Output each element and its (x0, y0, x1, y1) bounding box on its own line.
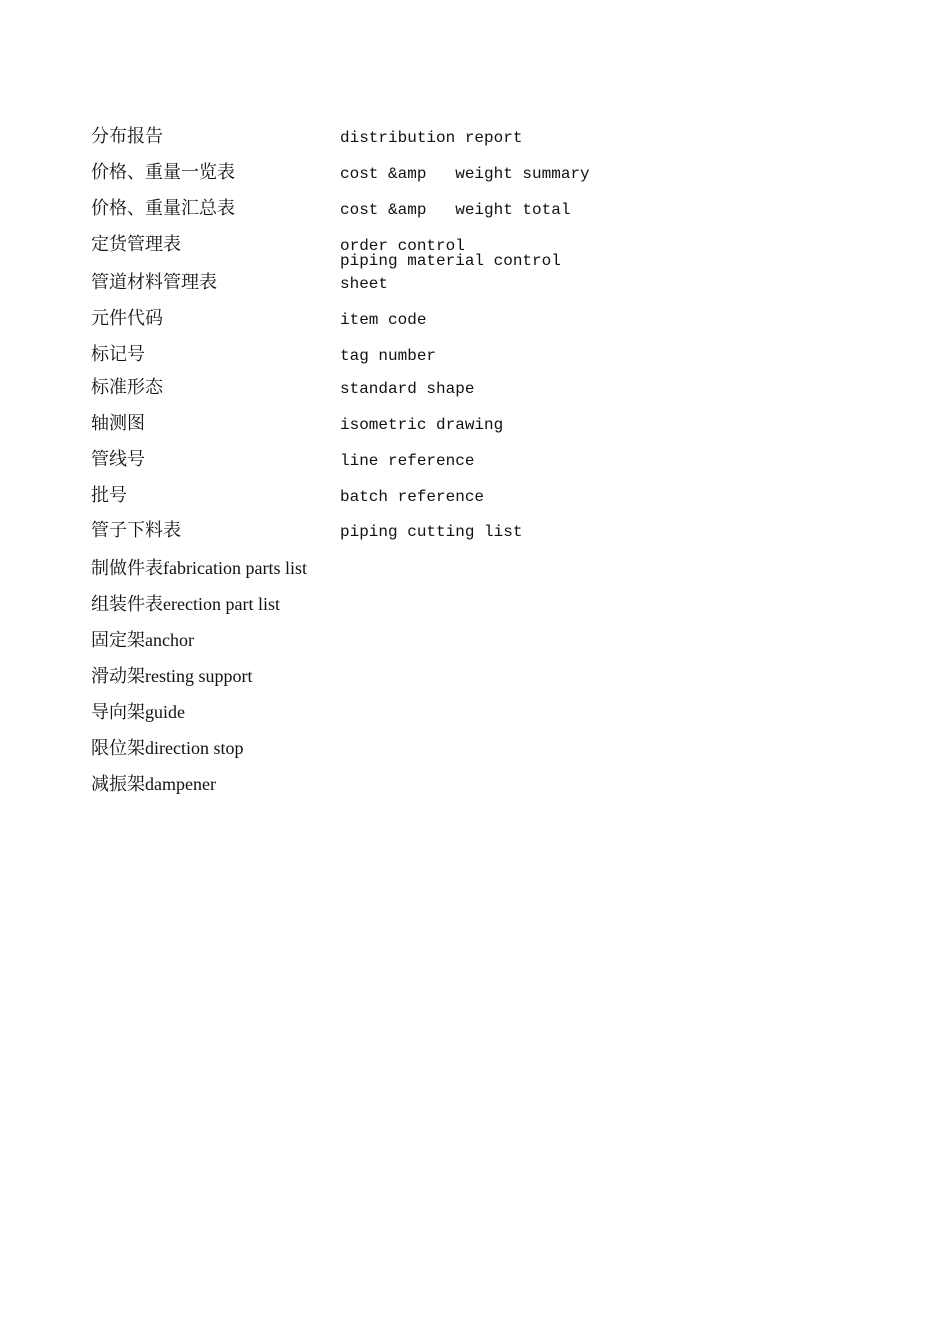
term-en: order control (340, 237, 465, 255)
term-en: cost &amp weight summary (340, 165, 590, 183)
inline-term-zh: 减振架 (91, 774, 145, 795)
term-en: distribution report (340, 129, 523, 147)
term-en: batch reference (340, 488, 485, 506)
term-zh: 管子下料表 (91, 520, 181, 541)
term-zh: 管道材料管理表 (91, 272, 217, 293)
inline-term-en: fabrication parts list (163, 558, 307, 578)
inline-term-en: erection part list (163, 594, 280, 614)
term-zh: 管线号 (91, 449, 145, 470)
term-en: tag number (340, 347, 437, 365)
inline-term-zh: 固定架 (91, 630, 145, 651)
term-en: standard shape (340, 380, 475, 398)
inline-term-zh: 滑动架 (91, 666, 145, 687)
inline-term-en: resting support (145, 666, 253, 686)
inline-term-zh: 组装件表 (91, 594, 163, 615)
inline-term (91, 665, 253, 688)
inline-term-en: dampener (145, 774, 216, 794)
inline-term-zh: 制做件表 (91, 558, 163, 579)
inline-term (91, 593, 280, 616)
term-en: piping cutting list (340, 523, 523, 541)
term-zh: 价格、重量一览表 (91, 162, 235, 183)
term-zh: 定货管理表 (91, 234, 181, 255)
term-zh: 批号 (91, 485, 127, 506)
term-zh: 元件代码 (91, 308, 163, 329)
inline-term-en: anchor (145, 630, 194, 650)
term-en: line reference (340, 452, 475, 470)
inline-term-zh: 限位架 (91, 738, 145, 759)
inline-term-zh: 导向架 (91, 702, 145, 723)
term-zh: 标准形态 (91, 377, 163, 398)
inline-term (91, 773, 216, 796)
inline-term-en: guide (145, 702, 185, 722)
inline-term (91, 629, 194, 652)
inline-term-en: direction stop (145, 738, 244, 758)
term-en: piping material control (340, 252, 561, 270)
inline-term (91, 737, 243, 760)
term-en-continued: sheet (340, 275, 389, 293)
term-zh: 分布报告 (91, 126, 163, 147)
term-zh: 价格、重量汇总表 (91, 198, 235, 219)
term-zh: 轴测图 (91, 413, 145, 434)
term-en: item code (340, 311, 427, 329)
inline-term (91, 557, 307, 580)
term-zh: 标记号 (91, 344, 145, 365)
term-en: isometric drawing (340, 416, 504, 434)
inline-term (91, 701, 185, 724)
term-en: cost &amp weight total (340, 201, 571, 219)
